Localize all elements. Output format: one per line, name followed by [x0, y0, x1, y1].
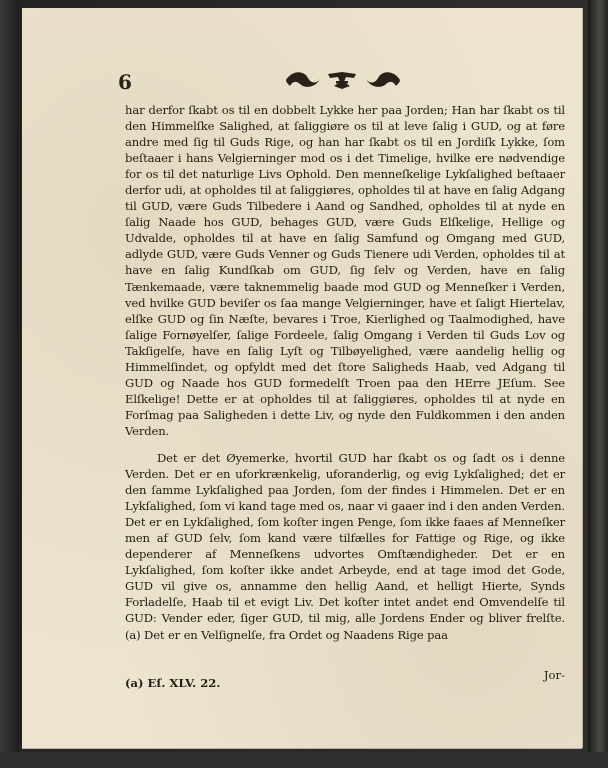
printers-ornament-icon [284, 68, 402, 92]
paragraph-2: Det er det Øyemerke, hvortil GUD har ſkabt os og ſadt os i denne Verden. Det er en uforkrænkelig, uforanderlig, og evig Lykſalighed; det er den ſamme Lykſalighed paa Jorden, ſom der findes i Himmelen. Det er en Lykſalighed, ſom vi kand tage med os, naar vi gaaer ind i den anden Verden. Det er en Lykſalighed, ſom koſter ingen Penge, ſom ikke faaes af Menneſker men af GUD ſelv, ſom kand være tilfælles for Fattige og Rige, og ikke dependerer af Menneſkens udvortes Omſtændigheder. Det er en Lykſalighed, ſom koſter ikke andet Arbeyde, end at tage imod det Gode, GUD vil give os, annamme den hellig Aand, et helligt Hierte, Synds Forladelſe, Haab til et evigt Liv. Det koſter intet andet end Omvendelſe til GUD: Vender eder, ſiger GUD, til mig, alle Jordens Ender og bliver frelſte. (a) Det er en Velſignelſe, fra Ordet og Naadens Rige paa [125, 450, 565, 642]
page-number: 6 [118, 70, 132, 94]
paragraph-1: har derfor ſkabt os til en dobbelt Lykke her paa Jorden; Han har ſkabt os til den Himmelſke Salighed, at ſaliggiøre os til at leve ſalig i GUD, og at føre andre med ſig til Guds Rige, og han har ſkabt os til en Jordiſk Lykke, ſom beſtaaer i hans Velgierninger mod os i det Timelige, hvilke ere nødvendige for os til det naturlige Livs Ophold. Den menneſkelige Lykſalighed beſtaaer derfor udi, at opholdes til at ſaliggiøres, opholdes til at have en ſalig Adgang til GUD, være Guds Tilbedere i Aand og Sandhed, opholdes til at nyde en ſalig Naade hos GUD, behages GUD, være Guds Elſkelige, Hellige og Udvalde, opholdes til at have en ſalig Samfund og Omgang med GUD, adlyde GUD, være Guds Venner og Guds Tienere udi Verden, opholdes til at have en ſalig Kundſkab om GUD, ſig ſelv og Verden, have en ſalig Tænkemaade, være taknemmelig baade mod GUD og Menneſker i Verden, ved hvilke GUD beviſer os ſaa mange Velgierninger, have et ſaligt Hiertelav, elſke GUD og ſin Næſte, bevares i Troe, Kierlighed og Taalmodighed, have ſalige Fornøyelſer, ſalige Fordeele, ſalig Omgang i Verden til Guds Lov og Takſigelſe, have en ſalig Lyſt og Tilbøyelighed, være aandelig hellig og Himmelſindet, og opfyldt med det ſtore Saligheds Haab, ved Adgang til GUD og Naade hos GUD formedelſt Troen paa den HErre JEſum. See Elſkelige! Dette er at opholdes til at ſaliggiøres, opholdes til at nyde en Forſmag paa Saligheden i dette Liv, og nyde den Fuldkommen i den anden Verden. [125, 103, 565, 438]
body-text [125, 102, 565, 643]
scan-bottom-margin [0, 752, 608, 768]
page-footer [125, 668, 565, 692]
catchword: Jor- [543, 668, 565, 682]
adjacent-page-edge [588, 0, 608, 768]
book-page [22, 8, 582, 748]
footnote: (a) Eſ. XLV. 22. [125, 676, 221, 690]
